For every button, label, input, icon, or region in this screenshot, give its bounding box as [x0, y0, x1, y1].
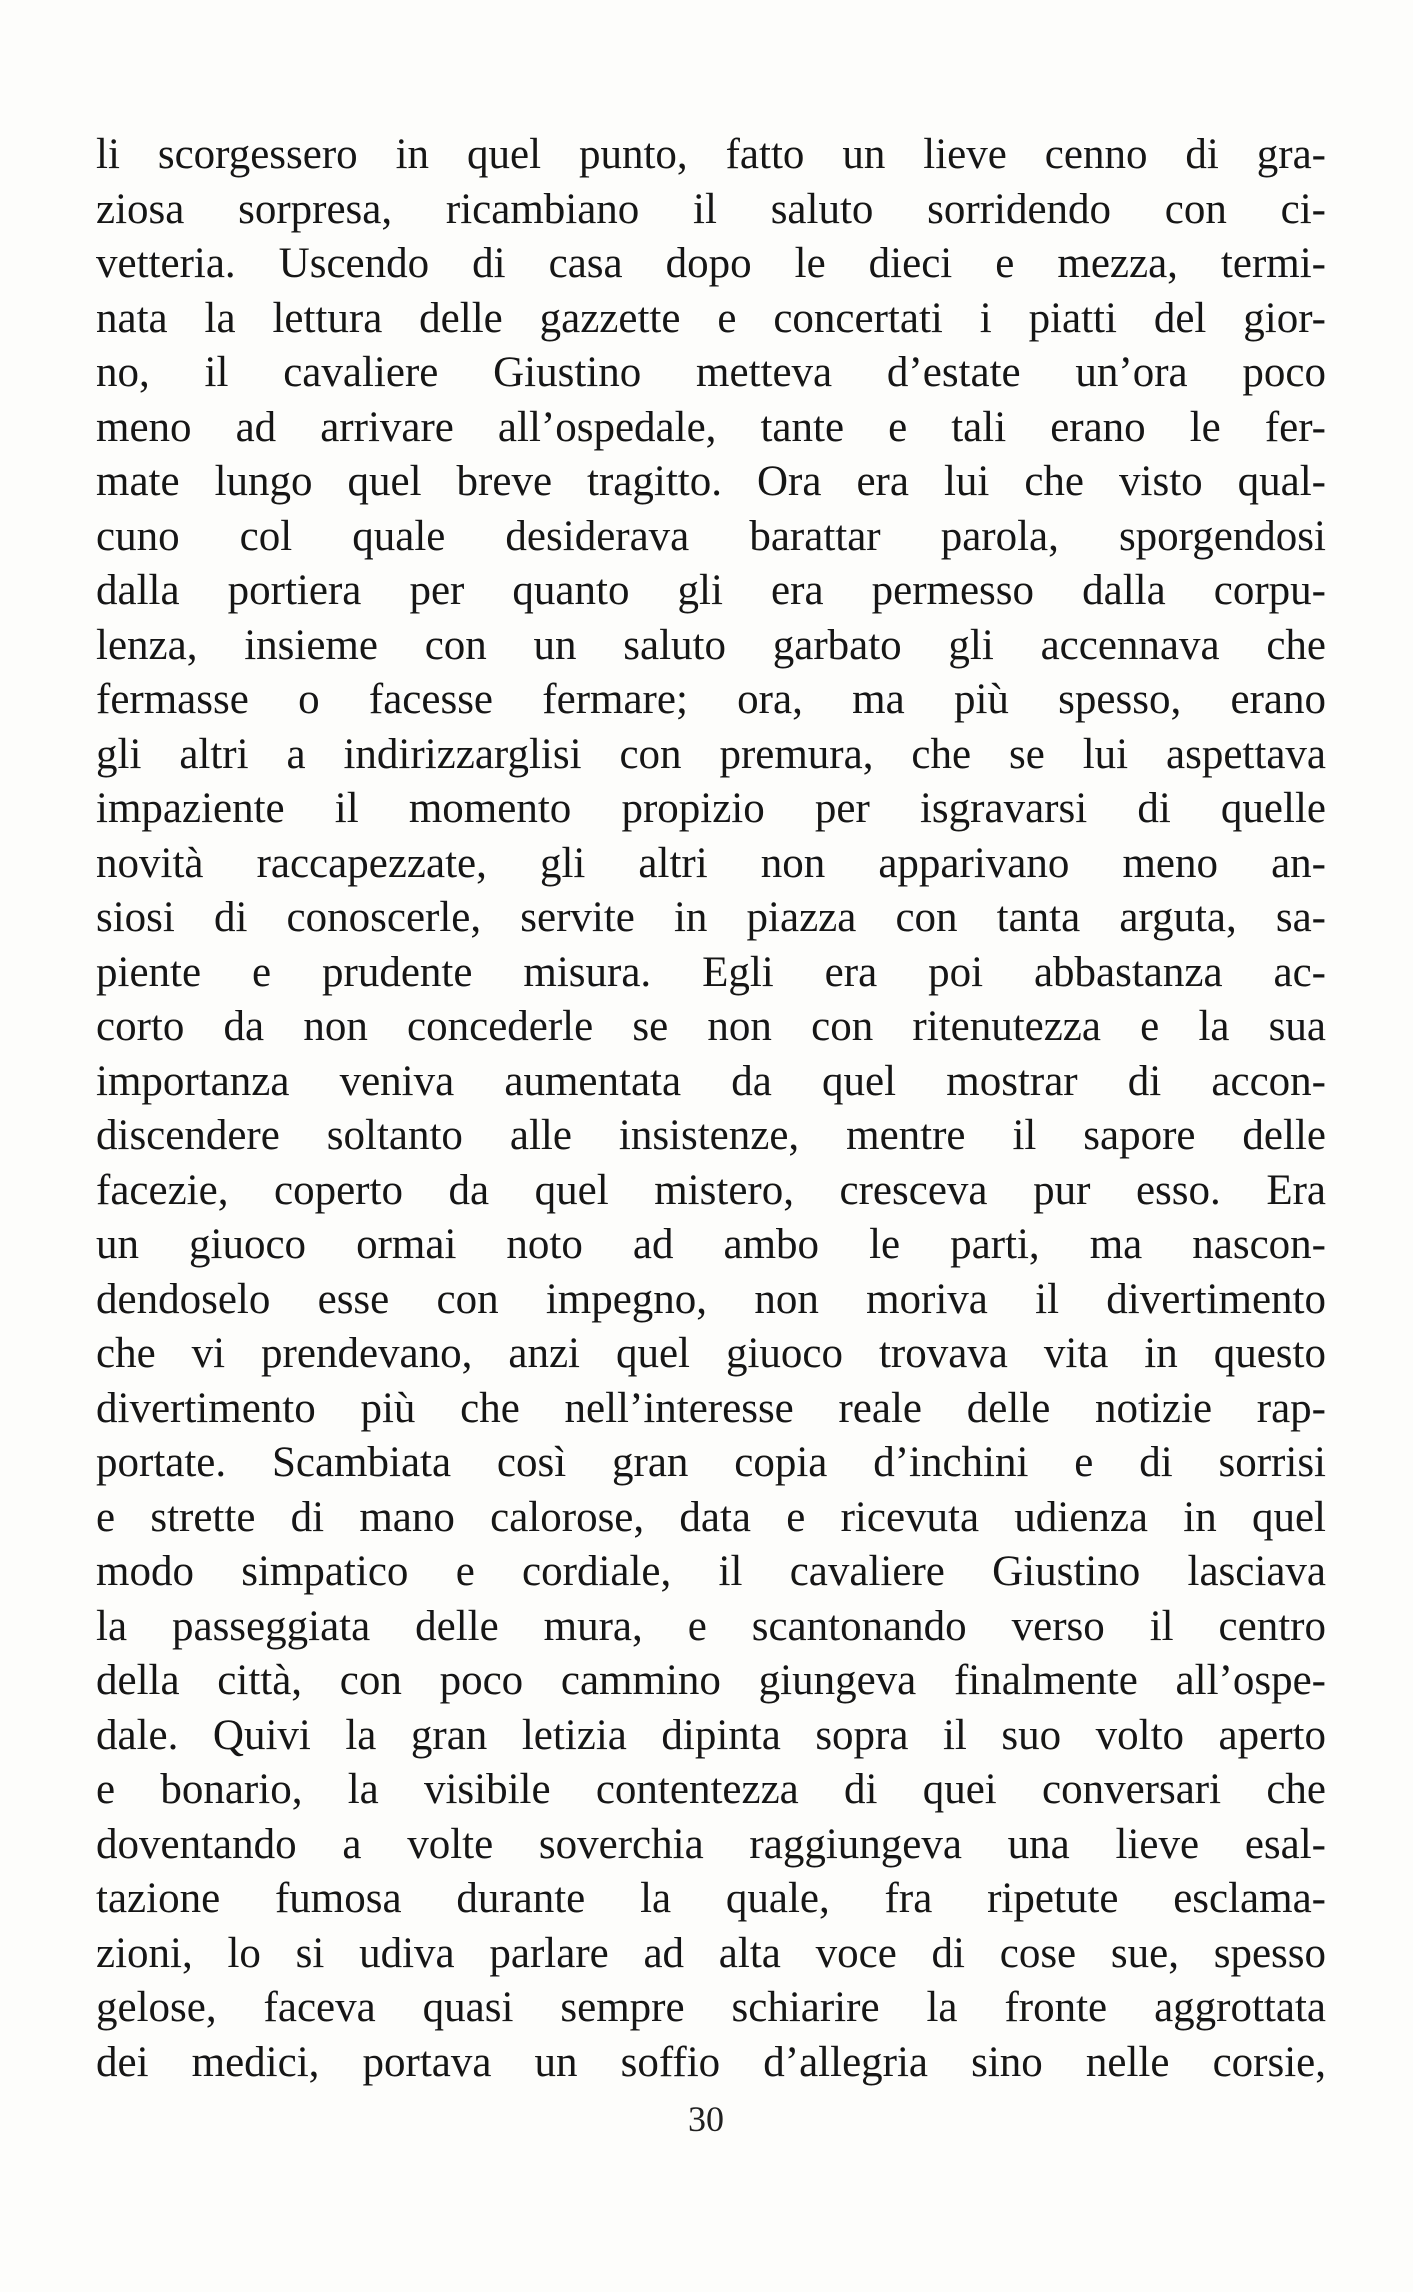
- text-line: piente e prudente misura. Egli era poi abbastanza ac-: [96, 948, 1326, 996]
- text-line: ziosa sorpresa, ricambiano il saluto sorridendo con ci-: [96, 185, 1326, 233]
- text-line: divertimento più che nell’interesse reale delle notizie rap-: [96, 1384, 1326, 1432]
- text-line: facezie, coperto da quel mistero, cresceva pur esso. Era: [96, 1166, 1326, 1214]
- text-line: portate. Scambiata così gran copia d’inchini e di sorrisi: [96, 1439, 1326, 1486]
- text-line: dendoselo esse con impegno, non moriva il divertimento: [96, 1275, 1326, 1323]
- text-line: corto da non concederle se non con ritenutezza e la sua: [96, 1003, 1326, 1050]
- text-line: no, il cavaliere Giustino metteva d’estate un’ora poco: [96, 349, 1326, 396]
- text-line: gli altri a indirizzarglisi con premura, che se lui aspettava: [96, 730, 1326, 778]
- text-line: dale. Quivi la gran letizia dipinta sopra il suo volto aperto: [96, 1711, 1326, 1759]
- text-line: e bonario, la visibile contentezza di quei conversari che: [96, 1766, 1326, 1813]
- text-line: la passeggiata delle mura, e scantonando verso il centro: [96, 1602, 1326, 1650]
- text-line: della città, con poco cammino giungeva finalmente all’ospe-: [96, 1657, 1326, 1704]
- text-line: nata la lettura delle gazzette e concertati i piatti del gior-: [96, 294, 1326, 342]
- text-line: siosi di conoscerle, servite in piazza con tanta arguta, sa-: [96, 894, 1326, 941]
- text-line: impaziente il momento propizio per isgravarsi di quelle: [96, 785, 1326, 832]
- text-line: fermasse o facesse fermare; ora, ma più spesso, erano: [96, 676, 1326, 723]
- text-line: che vi prendevano, anzi quel giuoco trovava vita in questo: [96, 1330, 1326, 1377]
- text-line: zioni, lo si udiva parlare ad alta voce di cose sue, spesso: [96, 1929, 1326, 1977]
- text-line: li scorgessero in quel punto, fatto un lieve cenno di gra-: [96, 131, 1326, 178]
- text-line: dei medici, portava un soffio d’allegria sino nelle corsie,: [96, 2038, 1326, 2086]
- text-line: dalla portiera per quanto gli era permesso dalla corpu-: [96, 567, 1326, 614]
- body-text: [96, 128, 1326, 2090]
- text-line: vetteria. Uscendo di casa dopo le dieci e mezza, termi-: [96, 240, 1326, 287]
- text-line: un giuoco ormai noto ad ambo le parti, ma nascon-: [96, 1221, 1326, 1268]
- text-line: lenza, insieme con un saluto garbato gli accennava che: [96, 621, 1326, 669]
- text-line: doventando a volte soverchia raggiungeva una lieve esal-: [96, 1820, 1326, 1868]
- text-line: mate lungo quel breve tragitto. Ora era lui che visto qual-: [96, 458, 1326, 505]
- text-line: novità raccapezzate, gli altri non apparivano meno an-: [96, 839, 1326, 887]
- text-line: gelose, faceva quasi sempre schiarire la fronte aggrottata: [96, 1984, 1326, 2031]
- text-line: importanza veniva aumentata da quel mostrar di accon-: [96, 1057, 1326, 1105]
- text-line: discendere soltanto alle insistenze, mentre il sapore delle: [96, 1112, 1326, 1159]
- text-line: tazione fumosa durante la quale, fra ripetute esclama-: [96, 1875, 1326, 1922]
- page-number: 30: [688, 2099, 724, 2139]
- text-line: modo simpatico e cordiale, il cavaliere Giustino lasciava: [96, 1548, 1326, 1595]
- text-line: meno ad arrivare all’ospedale, tante e tali erano le fer-: [96, 403, 1326, 451]
- text-line: e strette di mano calorose, data e ricevuta udienza in quel: [96, 1493, 1326, 1541]
- text-line: cuno col quale desiderava barattar parola, sporgendosi: [96, 512, 1326, 560]
